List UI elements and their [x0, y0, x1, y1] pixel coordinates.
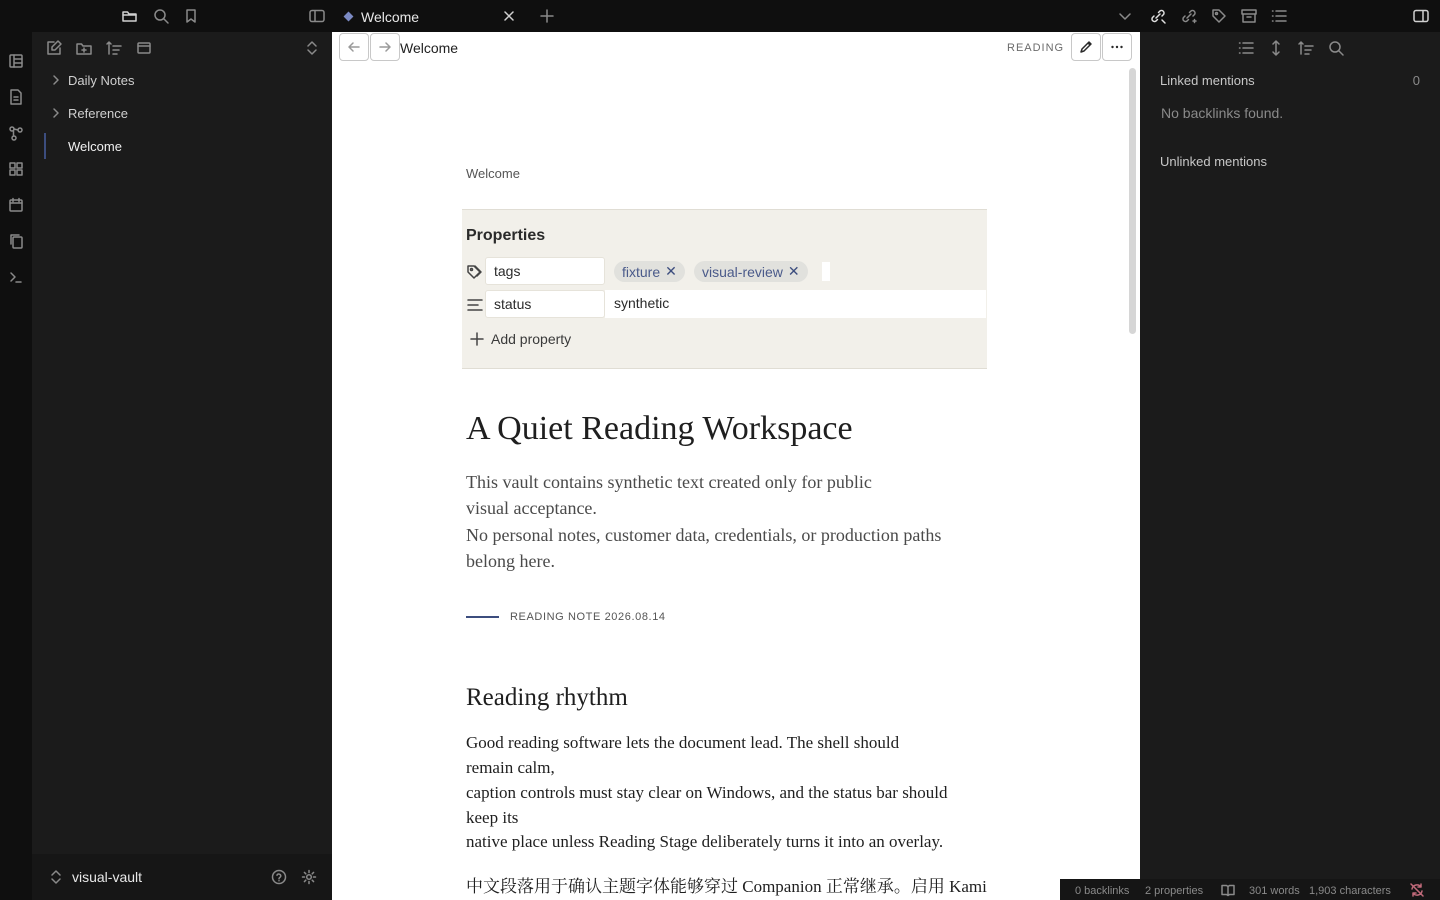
toggle-right-sidebar-icon[interactable] [1411, 6, 1431, 26]
graph-icon[interactable] [7, 124, 25, 142]
tags-icon[interactable] [466, 263, 484, 281]
title-bar [0, 0, 1440, 32]
tab-list-chevron-icon[interactable] [1115, 6, 1135, 26]
scrollbar[interactable] [1129, 68, 1136, 334]
sort-icon[interactable] [1297, 39, 1315, 57]
tree-item-label: Daily Notes [68, 72, 135, 88]
tree-folder-reference[interactable] [32, 100, 332, 126]
status-words: 301 words [1249, 885, 1300, 897]
tab-welcome[interactable] [336, 3, 524, 30]
property-value[interactable]: synthetic [605, 290, 986, 318]
body-line: native place unless Reading Stage deliberately turns it into an overlay. [466, 832, 944, 851]
reading-book-icon[interactable] [1220, 882, 1236, 898]
remove-tag-icon[interactable]: ✕ [787, 263, 800, 279]
tag-label: visual-review [702, 263, 783, 280]
outline-icon[interactable] [1269, 6, 1289, 26]
note-icon [344, 12, 354, 22]
lead-line: No personal notes, customer data, credentials, or production paths [466, 525, 942, 545]
body-line: Good reading software lets the document lead. The shell should [466, 733, 900, 752]
more-options-button[interactable] [1102, 33, 1132, 61]
heading-2: Reading rhythm [466, 684, 628, 711]
tag-label: fixture [622, 263, 661, 280]
archive-icon[interactable] [1239, 6, 1259, 26]
vault-name[interactable]: visual-vault [72, 869, 143, 885]
note-label: READING NOTE 2026.08.14 [510, 611, 666, 623]
tags-icon[interactable] [1209, 6, 1229, 26]
list-icon[interactable] [1237, 39, 1255, 57]
backlinks-pane [1140, 32, 1440, 900]
search-icon[interactable] [1327, 39, 1345, 57]
tree-item-label: Reference [68, 105, 128, 121]
tree-item-label: Welcome [68, 138, 122, 154]
sort-icon[interactable] [105, 39, 123, 57]
dashboard-icon[interactable] [7, 52, 25, 70]
editor-pane [332, 32, 1140, 900]
text-lines-icon[interactable] [466, 296, 484, 314]
new-folder-icon[interactable] [75, 39, 93, 57]
add-property-label: Add property [491, 331, 572, 347]
copy-icon[interactable] [7, 232, 25, 250]
collapse-all-icon[interactable] [135, 39, 153, 57]
bookmark-icon[interactable] [181, 6, 201, 26]
vault-chevrons-icon[interactable] [49, 868, 63, 886]
tree-file-welcome[interactable] [32, 133, 332, 159]
back-button[interactable] [339, 33, 369, 61]
active-indicator [44, 133, 46, 159]
new-tab-icon[interactable] [537, 6, 557, 26]
lead-line: visual acceptance. [466, 498, 597, 518]
note-rule [466, 616, 499, 618]
tag-input[interactable] [822, 262, 830, 281]
outgoing-links-icon[interactable] [1179, 6, 1199, 26]
toggle-left-sidebar-icon[interactable] [307, 6, 327, 26]
remove-tag-icon[interactable]: ✕ [665, 263, 677, 279]
body-line: caption controls must stay clear on Windows, and the status bar should [466, 783, 948, 802]
properties-panel [462, 209, 987, 369]
edit-mode-button[interactable] [1071, 33, 1101, 61]
inline-title: Welcome [466, 166, 520, 181]
view-header-title[interactable]: Welcome [400, 40, 459, 56]
empty-state-text: No backlinks found. [1161, 105, 1284, 121]
view-header [332, 32, 1140, 64]
close-tab-icon[interactable] [500, 7, 518, 25]
properties-heading[interactable]: Properties [466, 227, 546, 244]
ribbon [0, 32, 32, 900]
help-icon[interactable] [270, 868, 288, 886]
add-property-button[interactable] [470, 331, 571, 347]
property-key[interactable]: status [485, 290, 605, 318]
status-properties[interactable]: 2 properties [1145, 885, 1204, 897]
tab-label: Welcome [361, 8, 420, 25]
linked-mentions-heading[interactable]: Linked mentions [1160, 73, 1255, 88]
vault-switcher [32, 854, 332, 900]
tag-pill[interactable] [694, 261, 808, 282]
tag-pill[interactable] [614, 261, 685, 282]
search-icon[interactable] [151, 6, 171, 26]
property-key[interactable]: tags [485, 257, 605, 285]
body-line: keep its [466, 808, 519, 827]
files-icon[interactable] [120, 6, 140, 26]
backlinks-icon[interactable] [1148, 6, 1168, 26]
document-icon[interactable] [7, 88, 25, 106]
mode-label: READING [1007, 42, 1065, 54]
settings-gear-icon[interactable] [300, 868, 318, 886]
tree-folder-daily-notes[interactable] [32, 67, 332, 93]
status-characters: 1,903 characters [1309, 885, 1391, 897]
property-row-status [462, 290, 987, 318]
status-bar [1060, 879, 1440, 900]
forward-button[interactable] [370, 33, 400, 61]
expand-collapse-icon[interactable] [303, 39, 321, 57]
terminal-icon[interactable] [7, 268, 25, 286]
plus-icon [470, 332, 484, 346]
linked-mentions-count: 0 [1412, 73, 1420, 88]
lead-line: belong here. [466, 551, 555, 571]
body-line: remain calm, [466, 758, 555, 777]
canvas-icon[interactable] [7, 160, 25, 178]
new-note-icon[interactable] [45, 39, 63, 57]
chevron-right-icon [49, 73, 63, 87]
expand-vertical-icon[interactable] [1267, 39, 1285, 57]
calendar-icon[interactable] [7, 196, 25, 214]
status-backlinks[interactable]: 0 backlinks [1075, 885, 1130, 897]
chevron-right-icon [49, 106, 63, 120]
lead-line: This vault contains synthetic text created only for public [466, 472, 872, 492]
file-explorer [32, 32, 332, 900]
sync-off-icon[interactable] [1409, 882, 1425, 898]
unlinked-mentions-heading[interactable]: Unlinked mentions [1160, 154, 1267, 169]
body-line-cjk: 中文段落用于确认主题字体能够穿过 Companion 正常继承。启用 Kami [466, 877, 987, 896]
heading-1: A Quiet Reading Workspace [466, 410, 853, 447]
property-row-tags [462, 257, 987, 285]
